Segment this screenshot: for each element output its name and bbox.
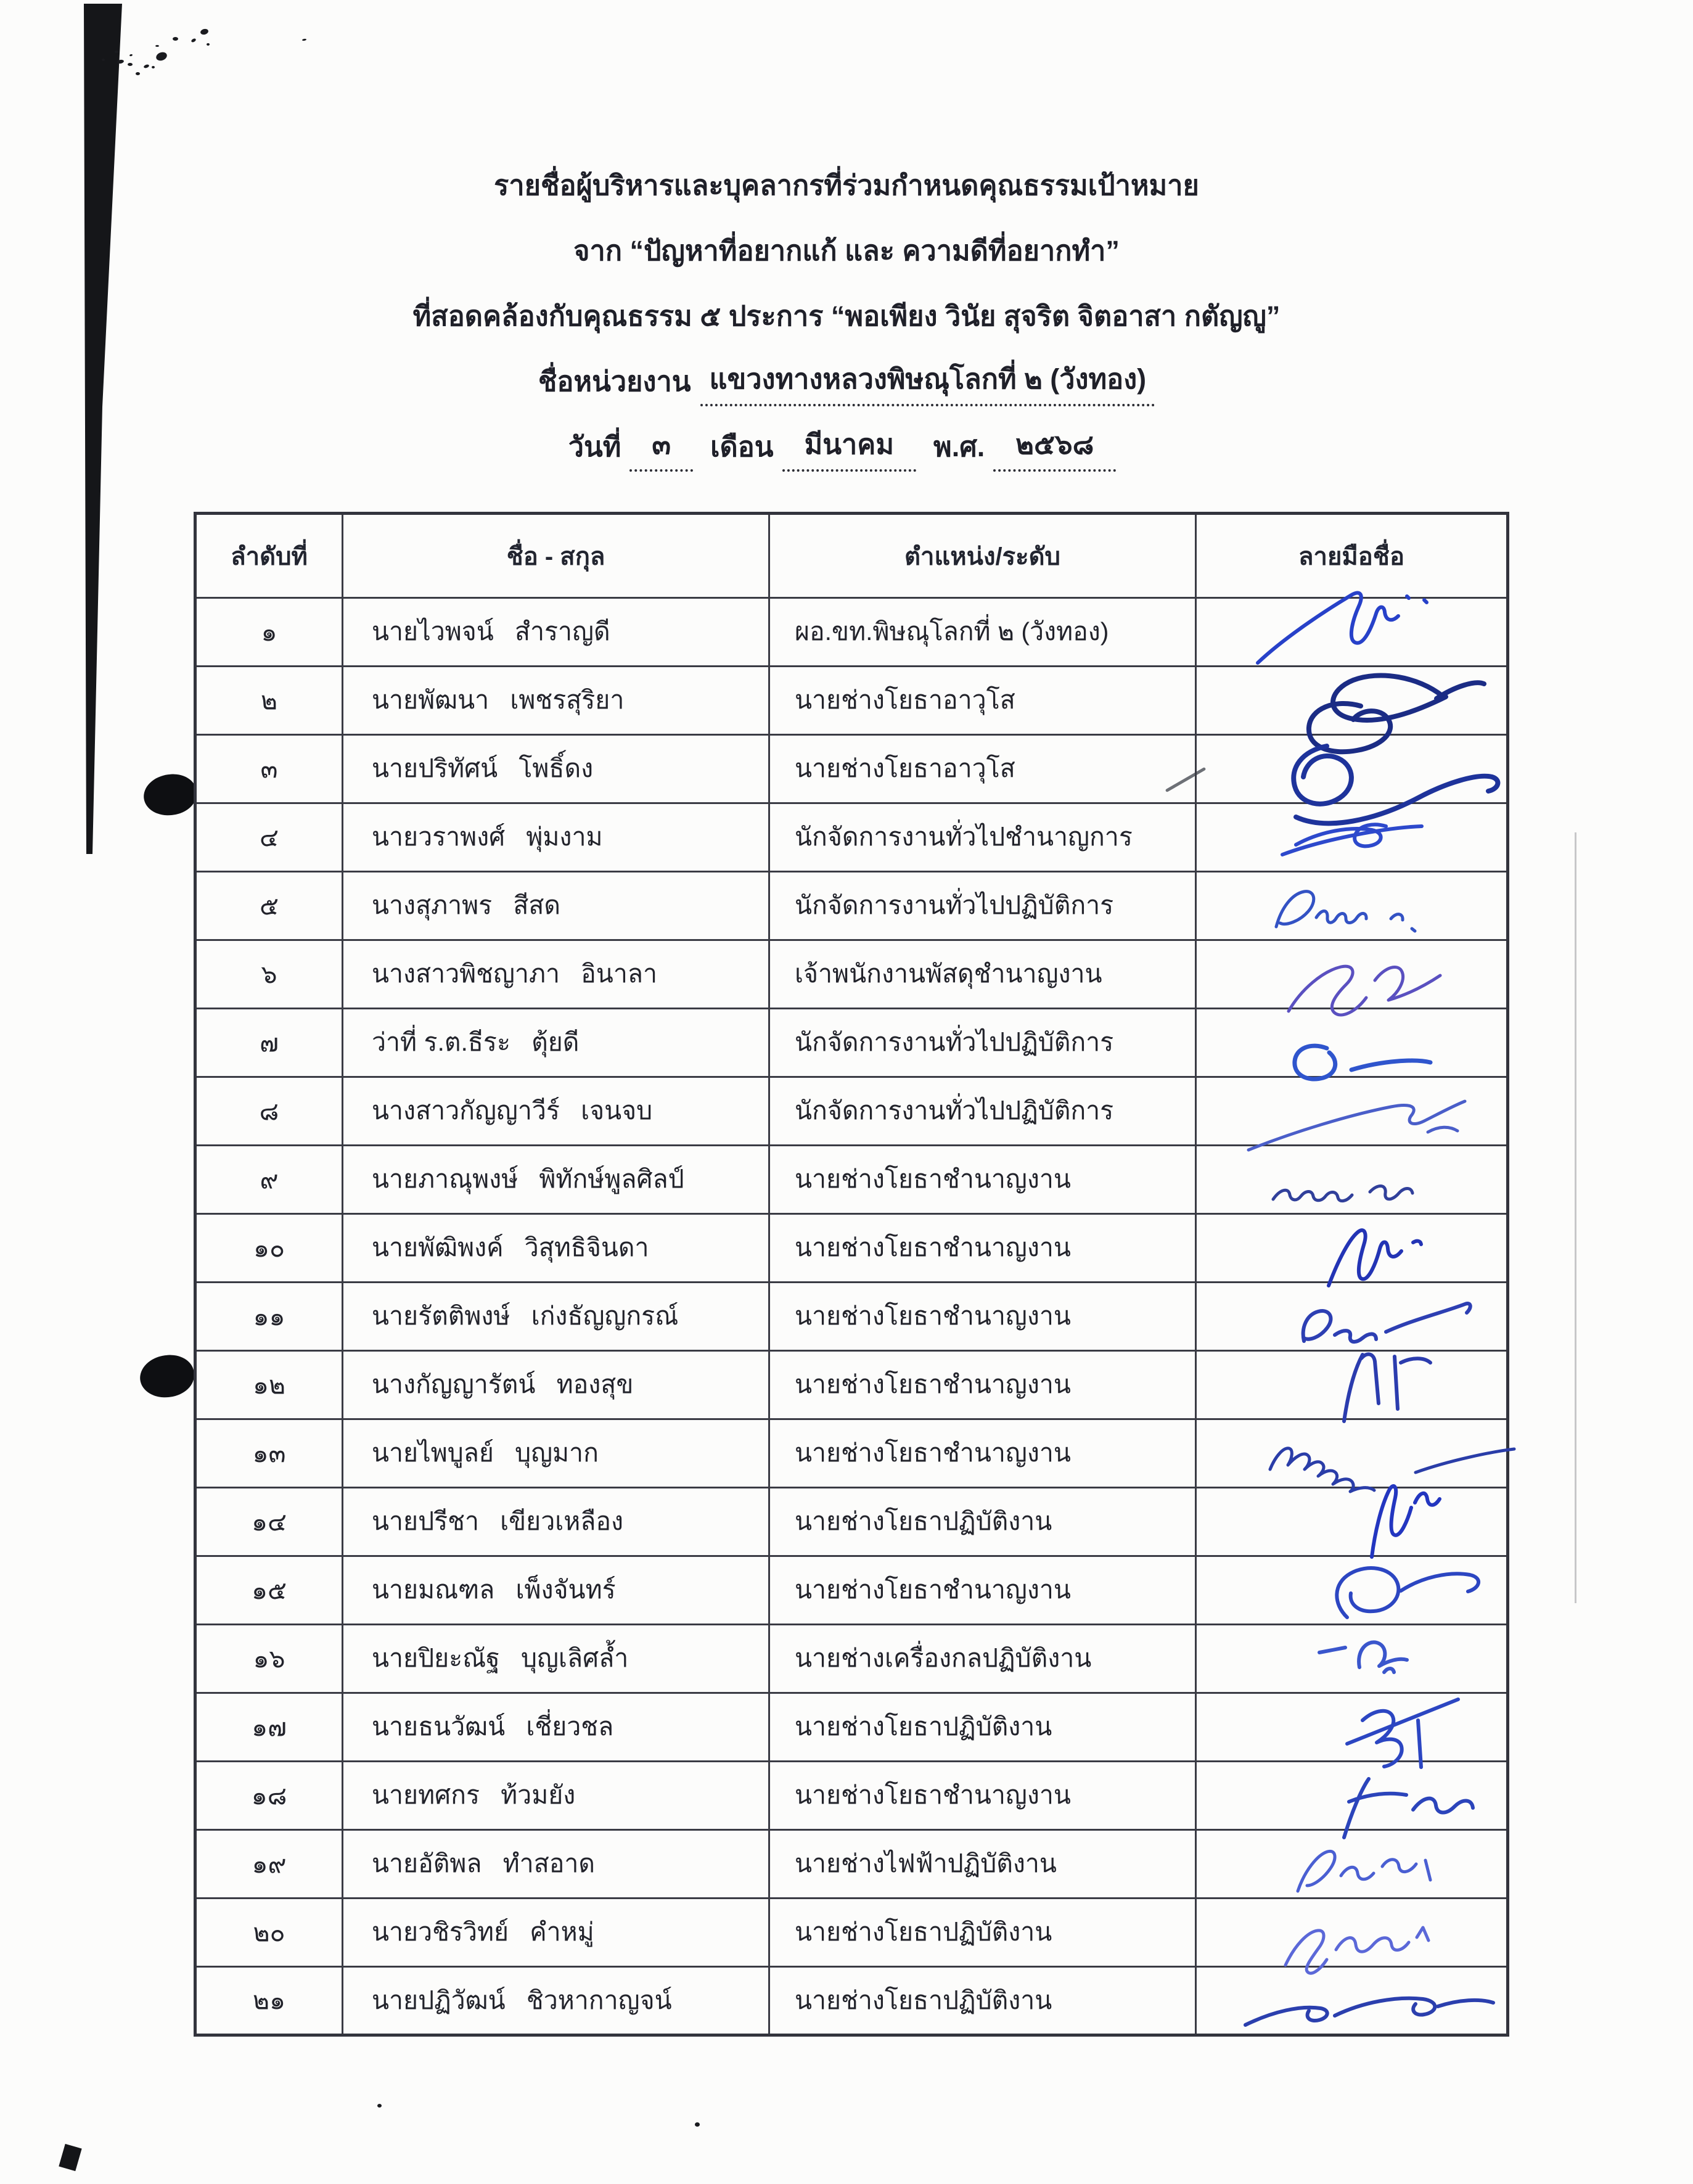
scan-speck <box>173 37 178 41</box>
table-row <box>195 1488 1508 1556</box>
row-signature-cell <box>1196 667 1508 735</box>
row-name: นายภาณุพงษ์ พิทักษ์พูลศิลป์ <box>343 1146 769 1214</box>
row-signature-cell <box>1196 1488 1508 1556</box>
scan-speck <box>191 38 196 43</box>
row-position: นายช่างโยธาอาวุโส <box>769 735 1196 803</box>
row-index: ๔ <box>195 803 343 872</box>
table-row <box>195 1419 1508 1488</box>
table-row <box>195 1556 1508 1625</box>
date-day-value: ๓ <box>629 422 693 472</box>
row-position: นายช่างโยธาชำนาญงาน <box>769 1762 1196 1830</box>
row-index: ๙ <box>195 1146 343 1214</box>
date-month-value: มีนาคม <box>782 422 916 472</box>
row-index: ๑๙ <box>195 1830 343 1899</box>
table-row <box>195 803 1508 872</box>
row-position: นายช่างโยธาปฏิบัติงาน <box>769 1488 1196 1556</box>
row-index: ๑๕ <box>195 1556 343 1625</box>
col-header-position: ตำแหน่ง/ระดับ <box>769 514 1196 598</box>
row-index: ๖ <box>195 940 343 1009</box>
row-name: นายพัฒนา เพชรสุริยา <box>343 667 769 735</box>
row-position: นักจัดการงานทั่วไปปฏิบัติการ <box>769 1077 1196 1146</box>
document-heading <box>0 152 1693 479</box>
row-signature-cell <box>1196 1625 1508 1693</box>
row-signature-cell <box>1196 940 1508 1009</box>
col-header-signature: ลายมือชื่อ <box>1196 514 1508 598</box>
scan-speck <box>102 59 105 61</box>
row-signature-cell <box>1196 1146 1508 1214</box>
row-index: ๑๐ <box>195 1214 343 1283</box>
scan-speck <box>200 28 209 35</box>
table-row <box>195 1146 1508 1214</box>
row-name: นายปริทัศน์ โพธิ์ดง <box>343 735 769 803</box>
unit-line <box>0 348 1693 414</box>
row-position: นักจัดการงานทั่วไปชำนาญการ <box>769 803 1196 872</box>
row-position: นายช่างโยธาชำนาญงาน <box>769 1556 1196 1625</box>
scan-speck <box>155 45 159 47</box>
table-row <box>195 1283 1508 1351</box>
row-index: ๑๗ <box>195 1693 343 1762</box>
document-subtitle-2: ที่สอดคล้องกับคุณธรรม ๕ ประการ “พอเพียง วินัย สุจริต จิตอาสา กตัญญู” <box>412 300 1281 332</box>
row-name: นายวราพงศ์ พุ่มงาม <box>343 803 769 872</box>
row-signature-cell <box>1196 1077 1508 1146</box>
document-subtitle-1: จาก “ปัญหาที่อยากแก้ และ ความดีที่อยากทำ” <box>573 235 1120 266</box>
table-row <box>195 667 1508 735</box>
scan-speck <box>302 38 306 41</box>
row-index: ๘ <box>195 1077 343 1146</box>
row-index: ๒๑ <box>195 1967 343 2035</box>
row-position: นายช่างโยธาปฏิบัติงาน <box>769 1967 1196 2035</box>
row-signature-cell <box>1196 735 1508 803</box>
row-name: นายพัฒิพงค์ วิสุทธิจินดา <box>343 1214 769 1283</box>
row-name: นายปรีชา เขียวเหลือง <box>343 1488 769 1556</box>
row-name: นายธนวัฒน์ เชี่ยวชล <box>343 1693 769 1762</box>
row-position: นายช่างโยธาชำนาญงาน <box>769 1351 1196 1419</box>
row-name: นายไวพจน์ สำราญดี <box>343 598 769 667</box>
table-row <box>195 1762 1508 1830</box>
punch-hole <box>141 771 199 818</box>
row-signature-cell <box>1196 1556 1508 1625</box>
row-index: ๒ <box>195 667 343 735</box>
row-signature-cell <box>1196 1009 1508 1077</box>
col-header-name: ชื่อ - สกุล <box>343 514 769 598</box>
row-name: นางกัญญารัตน์ ทองสุข <box>343 1351 769 1419</box>
row-index: ๕ <box>195 872 343 940</box>
row-signature-cell <box>1196 598 1508 667</box>
scan-speck <box>115 51 118 53</box>
table-row <box>195 940 1508 1009</box>
table-row <box>195 1899 1508 1967</box>
row-signature-cell <box>1196 1214 1508 1283</box>
row-signature-cell <box>1196 872 1508 940</box>
scan-speck <box>155 51 168 62</box>
row-name: นายปิยะณัฐ บุญเลิศล้ำ <box>343 1625 769 1693</box>
row-name: นายปฏิวัฒน์ ชิวหากาญจน์ <box>343 1967 769 2035</box>
row-signature-cell <box>1196 1419 1508 1488</box>
row-index: ๑๑ <box>195 1283 343 1351</box>
table-row <box>195 1214 1508 1283</box>
row-position: นายช่างเครื่องกลปฏิบัติงาน <box>769 1625 1196 1693</box>
page-edge-artifact <box>1575 832 1576 1603</box>
row-position: นักจัดการงานทั่วไปปฏิบัติการ <box>769 872 1196 940</box>
date-year-value: ๒๕๖๘ <box>993 422 1116 472</box>
row-index: ๗ <box>195 1009 343 1077</box>
row-position: นายช่างโยธาชำนาญงาน <box>769 1283 1196 1351</box>
row-signature-cell <box>1196 1762 1508 1830</box>
table-row <box>195 1009 1508 1077</box>
table-row <box>195 735 1508 803</box>
table-header-row <box>195 514 1508 598</box>
row-name: นางสุภาพร สีสด <box>343 872 769 940</box>
punch-hole <box>137 1352 197 1400</box>
row-index: ๑๖ <box>195 1625 343 1693</box>
row-name: นายมณฑล เพ็งจันทร์ <box>343 1556 769 1625</box>
scan-speck <box>129 54 133 56</box>
row-index: ๑๒ <box>195 1351 343 1419</box>
unit-value: แขวงทางหลวงพิษณุโลกที่ ๒ (วังทอง) <box>700 356 1155 406</box>
table-row <box>195 1625 1508 1693</box>
table-row <box>195 1693 1508 1762</box>
table-row <box>195 1351 1508 1419</box>
row-name: นางสาวกัญญาวีร์ เจนจบ <box>343 1077 769 1146</box>
col-header-index: ลำดับที่ <box>195 514 343 598</box>
document-title: รายชื่อผู้บริหารและบุคลากรที่ร่วมกำหนดคุณธรรมเป้าหมาย <box>494 170 1199 201</box>
scan-speck <box>695 2122 700 2127</box>
scan-speck <box>143 64 149 69</box>
scan-corner-artifact <box>59 2144 81 2171</box>
row-position: นายช่างโยธาชำนาญงาน <box>769 1214 1196 1283</box>
unit-label: ชื่อหน่วยงาน <box>538 366 691 397</box>
row-signature-cell <box>1196 1693 1508 1762</box>
row-index: ๑๓ <box>195 1419 343 1488</box>
row-index: ๒๐ <box>195 1899 343 1967</box>
table-row <box>195 1077 1508 1146</box>
row-name: นายอัติพล ทำสอาด <box>343 1830 769 1899</box>
scan-speck <box>128 63 133 66</box>
row-position: นายช่างโยธาปฏิบัติงาน <box>769 1693 1196 1762</box>
scan-speck <box>117 59 125 64</box>
table-row <box>195 598 1508 667</box>
participants-table <box>194 512 1506 2037</box>
row-index: ๑๔ <box>195 1488 343 1556</box>
scan-speck <box>136 72 140 75</box>
row-name: นายวชิรวิทย์ คำหมู่ <box>343 1899 769 1967</box>
row-position: นายช่างโยธาชำนาญงาน <box>769 1419 1196 1488</box>
row-position: นายช่างโยธาอาวุโส <box>769 667 1196 735</box>
row-position: นักจัดการงานทั่วไปปฏิบัติการ <box>769 1009 1196 1077</box>
row-index: ๑๘ <box>195 1762 343 1830</box>
date-day-label: วันที่ <box>568 431 621 462</box>
scan-speck <box>152 66 155 68</box>
row-signature-cell <box>1196 1351 1508 1419</box>
scan-speck <box>377 2104 382 2108</box>
date-line <box>0 414 1693 479</box>
row-name: นายไพบูลย์ บุญมาก <box>343 1419 769 1488</box>
scan-speck <box>207 43 210 46</box>
date-era-label: พ.ศ. <box>933 431 985 462</box>
row-signature-cell <box>1196 1967 1508 2035</box>
row-position: ผอ.ขท.พิษณุโลกที่ ๒ (วังทอง) <box>769 598 1196 667</box>
row-index: ๑ <box>195 598 343 667</box>
row-position: นายช่างไฟฟ้าปฏิบัติงาน <box>769 1830 1196 1899</box>
row-signature-cell <box>1196 1283 1508 1351</box>
date-month-label: เดือน <box>710 431 774 462</box>
row-signature-cell <box>1196 803 1508 872</box>
row-index: ๓ <box>195 735 343 803</box>
row-position: เจ้าพนักงานพัสดุชำนาญงาน <box>769 940 1196 1009</box>
row-name: นายรัตติพงษ์ เก่งธัญญกรณ์ <box>343 1283 769 1351</box>
row-name: นายทศกร ท้วมยัง <box>343 1762 769 1830</box>
row-name: ว่าที่ ร.ต.ธีระ ตุ้ยดี <box>343 1009 769 1077</box>
participants-table-grid <box>194 512 1509 2037</box>
row-position: นายช่างโยธาชำนาญงาน <box>769 1146 1196 1214</box>
table-row <box>195 872 1508 940</box>
table-row <box>195 1830 1508 1899</box>
row-signature-cell <box>1196 1899 1508 1967</box>
row-signature-cell <box>1196 1830 1508 1899</box>
row-name: นางสาวพิชญาภา อินาลา <box>343 940 769 1009</box>
table-row <box>195 1967 1508 2035</box>
row-position: นายช่างโยธาปฏิบัติงาน <box>769 1899 1196 1967</box>
